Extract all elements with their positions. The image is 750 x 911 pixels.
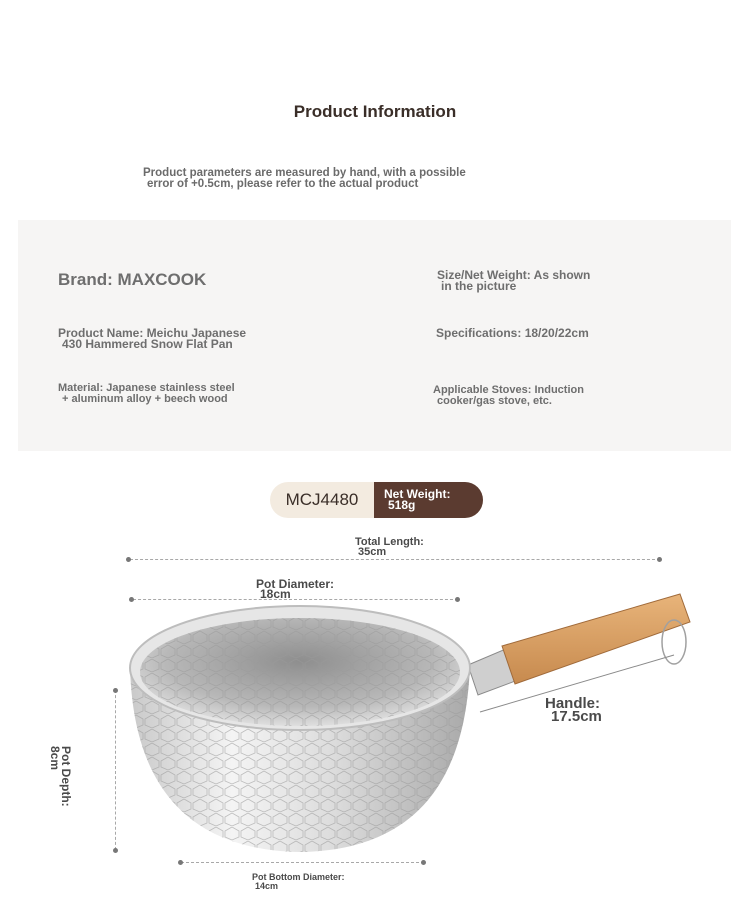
- product-name-label: Product Name: Meichu Japanese 430 Hammered Snow Flat Pan: [58, 326, 247, 351]
- material-label: Material: Japanese stainless steel + aluminum alloy + beech wood: [58, 382, 235, 405]
- pot-depth-label: Pot Depth: 8cm: [48, 746, 73, 807]
- pot-interior-texture: [140, 618, 460, 726]
- size-weight-label: Size/Net Weight: As shown in the picture: [437, 268, 591, 293]
- handle-label: Handle: 17.5cm: [545, 695, 602, 725]
- note-line-2: error of +0.5cm, please refer to the actual product: [147, 178, 419, 190]
- brand-label: Brand: MAXCOOK: [58, 270, 207, 289]
- specifications-label: Specifications: 18/20/22cm: [436, 326, 589, 340]
- total-length-label: Total Length: 35cm: [355, 536, 424, 558]
- model-number: MCJ4480: [285, 490, 359, 509]
- net-weight: Net Weight: 518g: [374, 482, 483, 518]
- page-title: Product Information: [293, 102, 457, 121]
- stoves-label: Applicable Stoves: Induction cooker/gas stove, etc.: [433, 384, 584, 407]
- note-line-1: Product parameters are measured by hand, with a possible: [143, 167, 466, 179]
- bottom-diameter-label: Pot Bottom Diameter: 14cm: [252, 872, 345, 891]
- handle: [468, 594, 690, 712]
- pot-diameter-label: Pot Diameter: 18cm: [256, 577, 335, 601]
